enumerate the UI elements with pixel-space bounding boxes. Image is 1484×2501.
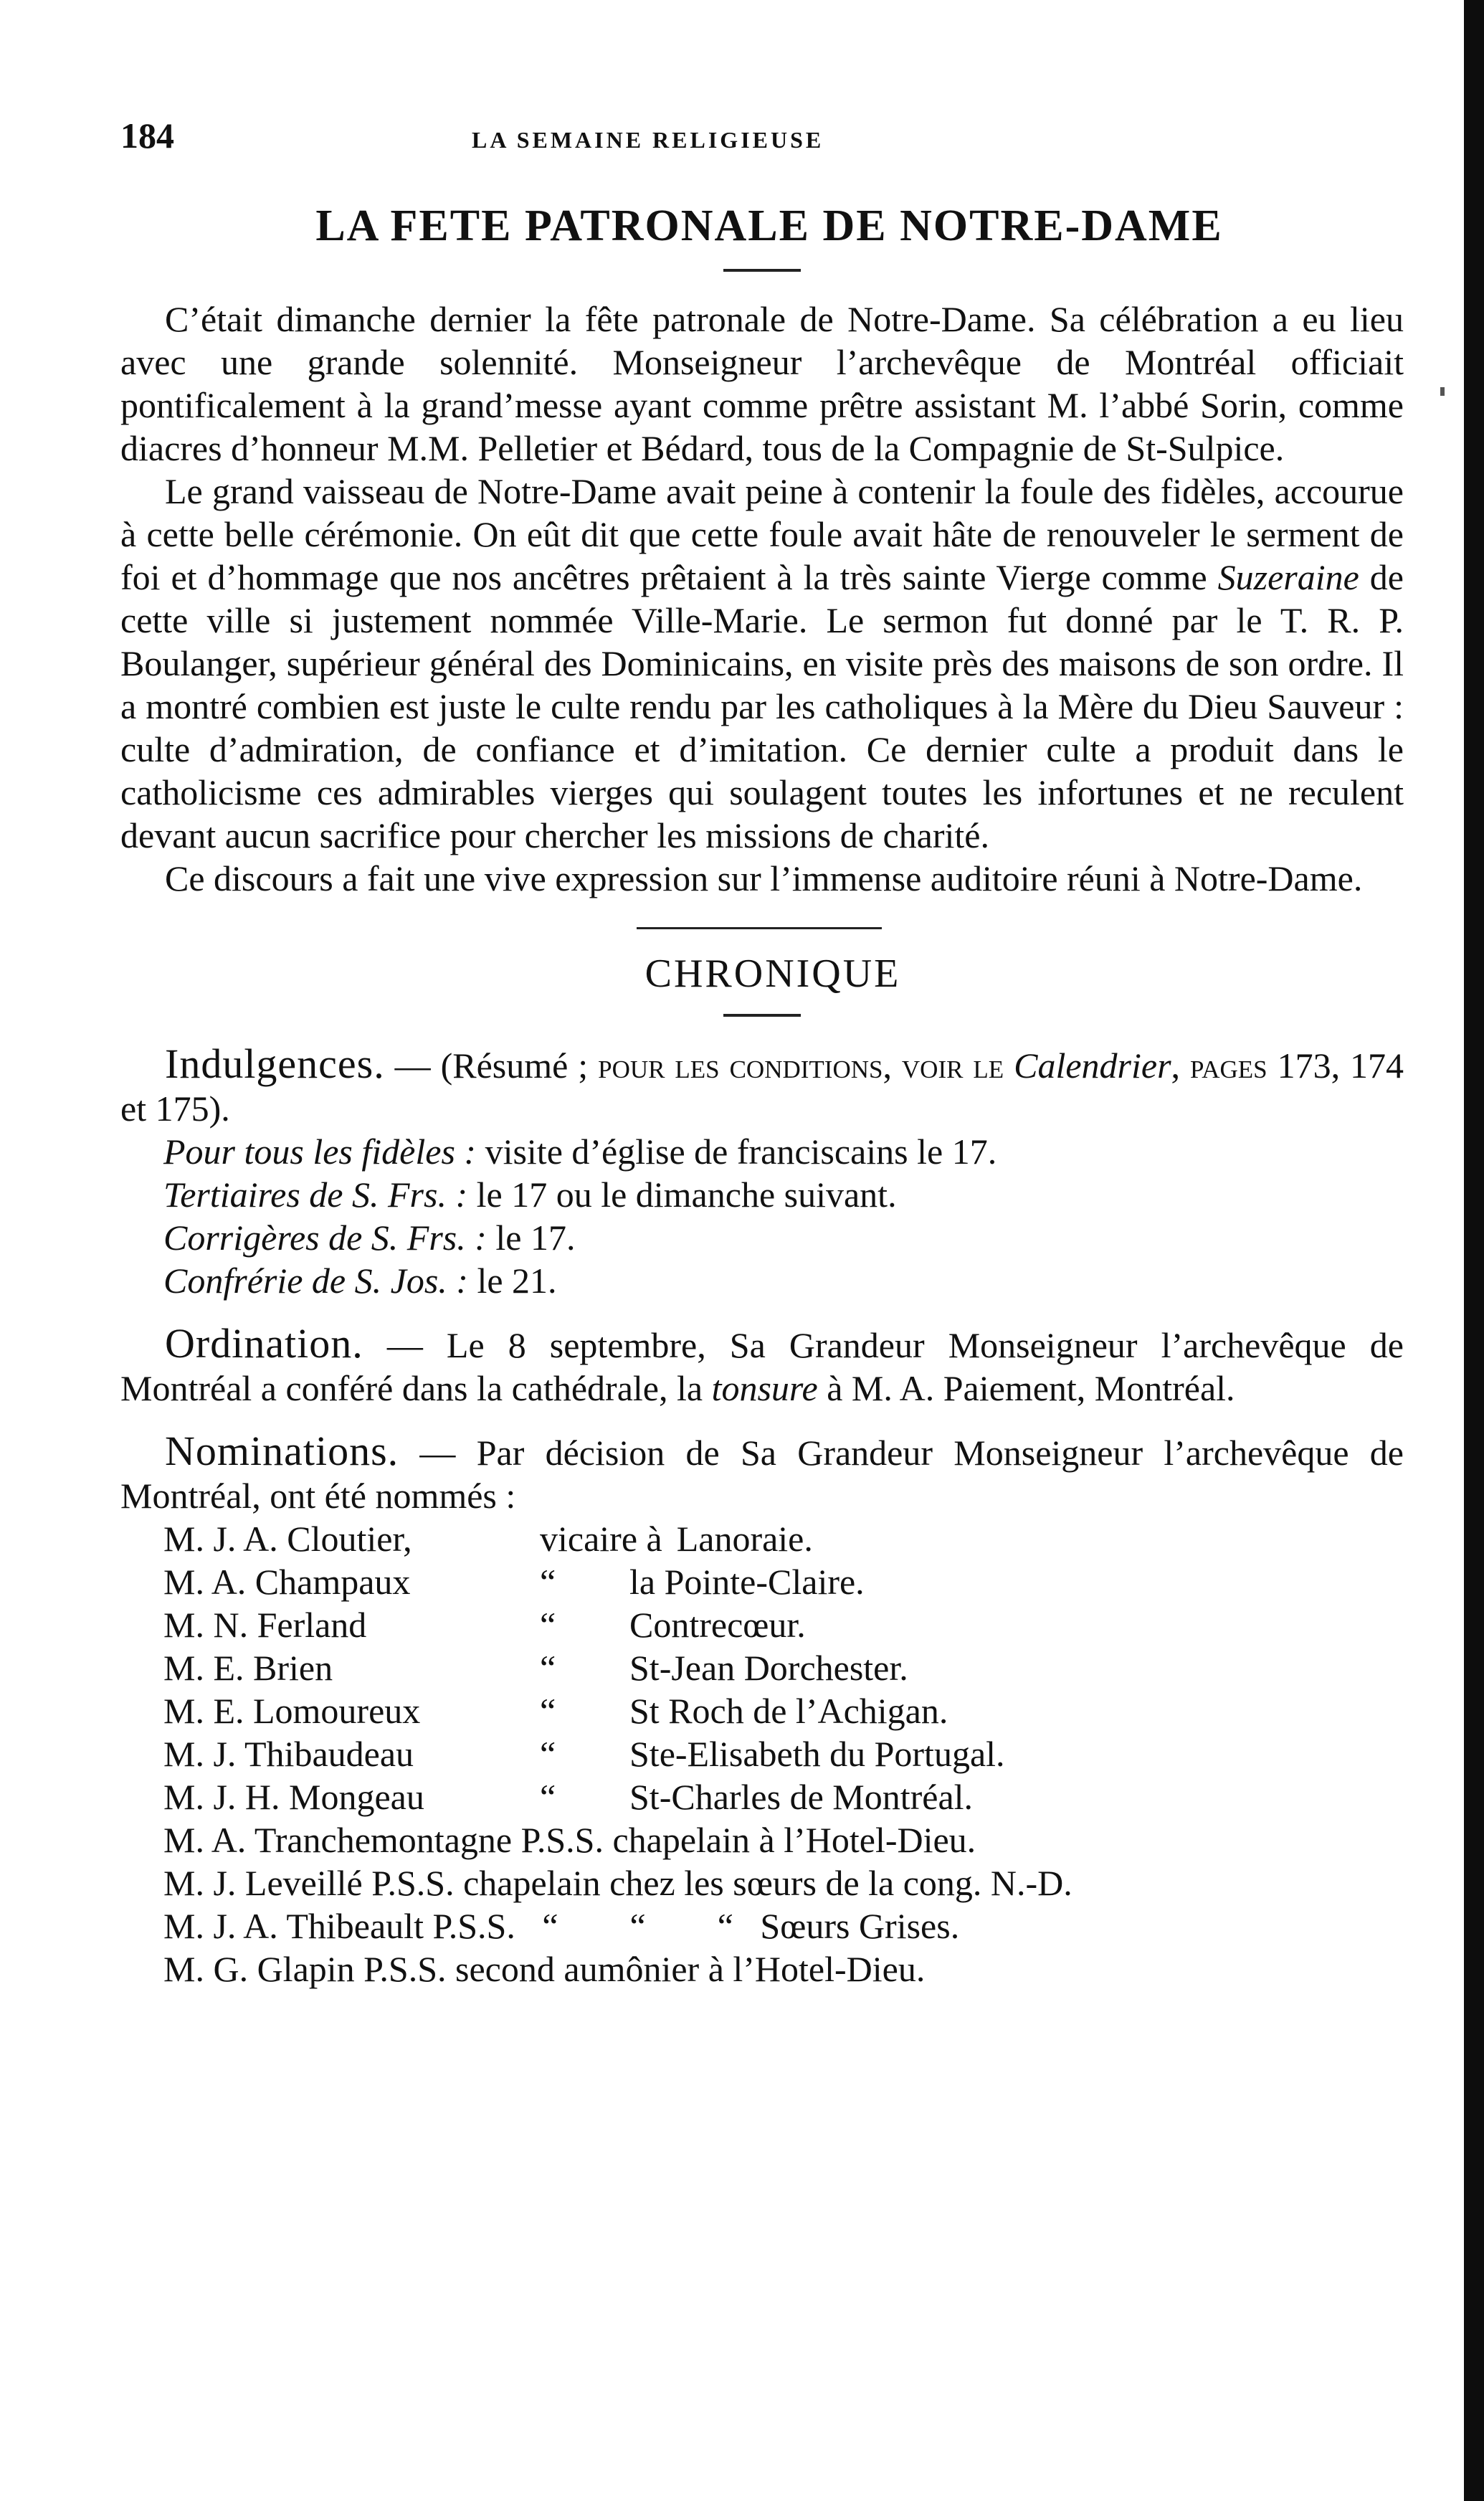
indulgence-text: le 17 ou le dimanche suivant.: [467, 1174, 897, 1215]
nominations-list: [163, 1517, 1404, 1990]
indulgence-item: [163, 1216, 1404, 1259]
ditto-mark: “: [540, 1605, 556, 1645]
nomination-place: Lanoraie.: [676, 1519, 813, 1559]
article-paragraph-1: C’était dimanche dernier la fête patronale de Notre-Dame. Sa célébration a eu lieu avec une grande solennité. Monseigneur l’archevêque de Montréal officiait pontificalement à la grand’messe ayant comme prêtre assistant M. l’abbé Sorin, comme diacres d’honneur M.M. Pelletier et Bédard, tous de la Compagnie de St-Sulpice.: [120, 299, 1404, 468]
indulgences-paragraph: [120, 1040, 1404, 1130]
nomination-line: M. J. Leveillé P.S.S. chapelain chez les sœurs de la cong. N.-D.: [163, 1863, 1072, 1903]
indulgences-list: [120, 1130, 1404, 1302]
nomination-row: [163, 1775, 1404, 1818]
scan-speck: [1440, 387, 1445, 396]
running-head: LA SEMAINE RELIGIEUSE: [472, 127, 824, 153]
nomination-row: [163, 1603, 1404, 1646]
nomination-place: Contrecœur.: [629, 1605, 806, 1645]
nominations-text: — Par décision de Sa Grandeur Monseigneur l’archevêque de Montréal, ont été nommés :: [120, 1433, 1404, 1516]
nomination-place: la Pointe-Claire.: [629, 1562, 865, 1602]
ditto-mark: “: [540, 1691, 556, 1731]
nominee-name: M. J. H. Mongeau: [163, 1777, 424, 1817]
nominee-name: M. E. Brien: [163, 1648, 333, 1688]
section-divider: [637, 927, 882, 929]
indulgence-text: le 17.: [486, 1218, 576, 1258]
article-paragraph-2: [120, 470, 1404, 857]
nominee-name: M. J. Thibaudeau: [163, 1734, 414, 1774]
ditto-mark: “: [540, 1648, 556, 1688]
nomination-place: Ste-Elisabeth du Portugal.: [629, 1734, 1005, 1774]
indulgences-pages: pages: [1189, 1045, 1267, 1086]
nomination-row: [163, 1517, 1404, 1560]
page-header: [120, 115, 1404, 172]
ditto-mark: “: [540, 1734, 556, 1774]
nomination-row: [163, 1689, 1404, 1732]
ordination-tonsure: tonsure: [711, 1368, 818, 1408]
nomination-line: M. J. A. Thibeault P.S.S. “ “ “ Sœurs Grises.: [163, 1906, 960, 1946]
indulgences-text-3: 173, 174 et 175).: [120, 1045, 1404, 1129]
chronique-title: CHRONIQUE: [645, 951, 901, 996]
ditto-mark: “: [540, 1777, 556, 1817]
para2-text-2: de cette ville si justement nommée Ville-Marie. Le sermon fut donné par le T. R. P. Boulanger, supérieur général des Dominicains, en visite près des maisons de son ordre. Il a montré combien est juste le culte rendu par les catholiques à la Mère du Dieu Sauveur : culte d’admiration, de confiance et d’imitation. Ce dernier culte a produit dans le catholicisme ces admirables vierges qui soulagent toutes les infortunes et ne reculent devant aucun sacrifice pour chercher les missions de charité.: [120, 557, 1404, 855]
article-paragraph-3: Ce discours a fait une vive expression sur l’immense auditoire réuni à Notre-Dame.: [165, 858, 1363, 898]
ordination-text-2: à M. A. Paiement, Montréal.: [817, 1368, 1235, 1408]
nominee-name: M. E. Lomoureux: [163, 1691, 421, 1731]
nomination-place: St Roch de l’Achigan.: [629, 1691, 948, 1731]
page-number: 184: [120, 115, 174, 156]
page-edge-shadow: [1464, 0, 1484, 2501]
nomination-place: St-Charles de Montréal.: [629, 1777, 974, 1817]
nominee-name: M. N. Ferland: [163, 1605, 367, 1645]
indulgences-heading: Indulgences.: [165, 1040, 385, 1087]
indulgence-label: Corrigères de S. Frs. :: [163, 1218, 487, 1258]
indulgence-label: Confrérie de S. Jos. :: [163, 1261, 468, 1301]
para2-text-1: Le grand vaisseau de Notre-Dame avait peine à contenir la foule des fidèles, accourue à cette belle cérémonie. On eût dit que cette foule avait hâte de renouveler le serment de foi et d’hommage que nos ancêtres prêtaient à la très sainte Vierge comme: [120, 471, 1404, 597]
nomination-role: vicaire à: [540, 1519, 662, 1559]
nominee-name: M. J. A. Cloutier,: [163, 1519, 412, 1559]
article-title: LA FETE PATRONALE DE NOTRE-DAME: [315, 201, 1223, 250]
chronique-rule: [723, 1014, 801, 1017]
nominations-paragraph: [120, 1430, 1404, 1517]
indulgences-calendrier: Calendrier: [1004, 1045, 1171, 1086]
ordination-paragraph: [120, 1322, 1404, 1410]
indulgences-text-1: — (Résumé ;: [384, 1045, 599, 1086]
indulgence-item: [163, 1173, 1404, 1216]
nominations-heading: Nominations.: [165, 1428, 399, 1474]
ditto-mark: “: [540, 1562, 556, 1602]
indulgence-text: visite d’église de franciscains le 17.: [476, 1131, 997, 1172]
indulgence-text: le 21.: [467, 1261, 557, 1301]
nomination-row: [163, 1646, 1404, 1689]
nomination-line: M. G. Glapin P.S.S. second aumônier à l’Hotel-Dieu.: [163, 1949, 926, 1989]
indulgences-text-2: ,: [1171, 1045, 1190, 1086]
book-page: [120, 115, 1404, 1990]
nomination-row: [163, 1732, 1404, 1775]
title-rule: [723, 269, 801, 272]
nomination-line: M. A. Tranchemontagne P.S.S. chapelain à l’Hotel-Dieu.: [163, 1820, 976, 1860]
nominee-name: M. A. Champaux: [163, 1562, 411, 1602]
indulgence-item: [163, 1130, 1404, 1173]
para2-italic: Suzeraine: [1217, 557, 1359, 597]
ordination-text-1: — Le 8 septembre, Sa Grandeur Monseigneur l’archevêque de Montréal a conféré dans la cathédrale, la: [120, 1325, 1404, 1408]
indulgences-smallcaps: pour les conditions, voir le: [598, 1045, 1004, 1086]
indulgence-label: Tertiaires de S. Frs. :: [163, 1174, 468, 1215]
indulgence-label: Pour tous les fidèles :: [163, 1131, 477, 1172]
ordination-heading: Ordination.: [165, 1320, 363, 1367]
nomination-place: St-Jean Dorchester.: [629, 1648, 908, 1688]
nomination-row: [163, 1560, 1404, 1603]
indulgence-item: [163, 1259, 1404, 1302]
